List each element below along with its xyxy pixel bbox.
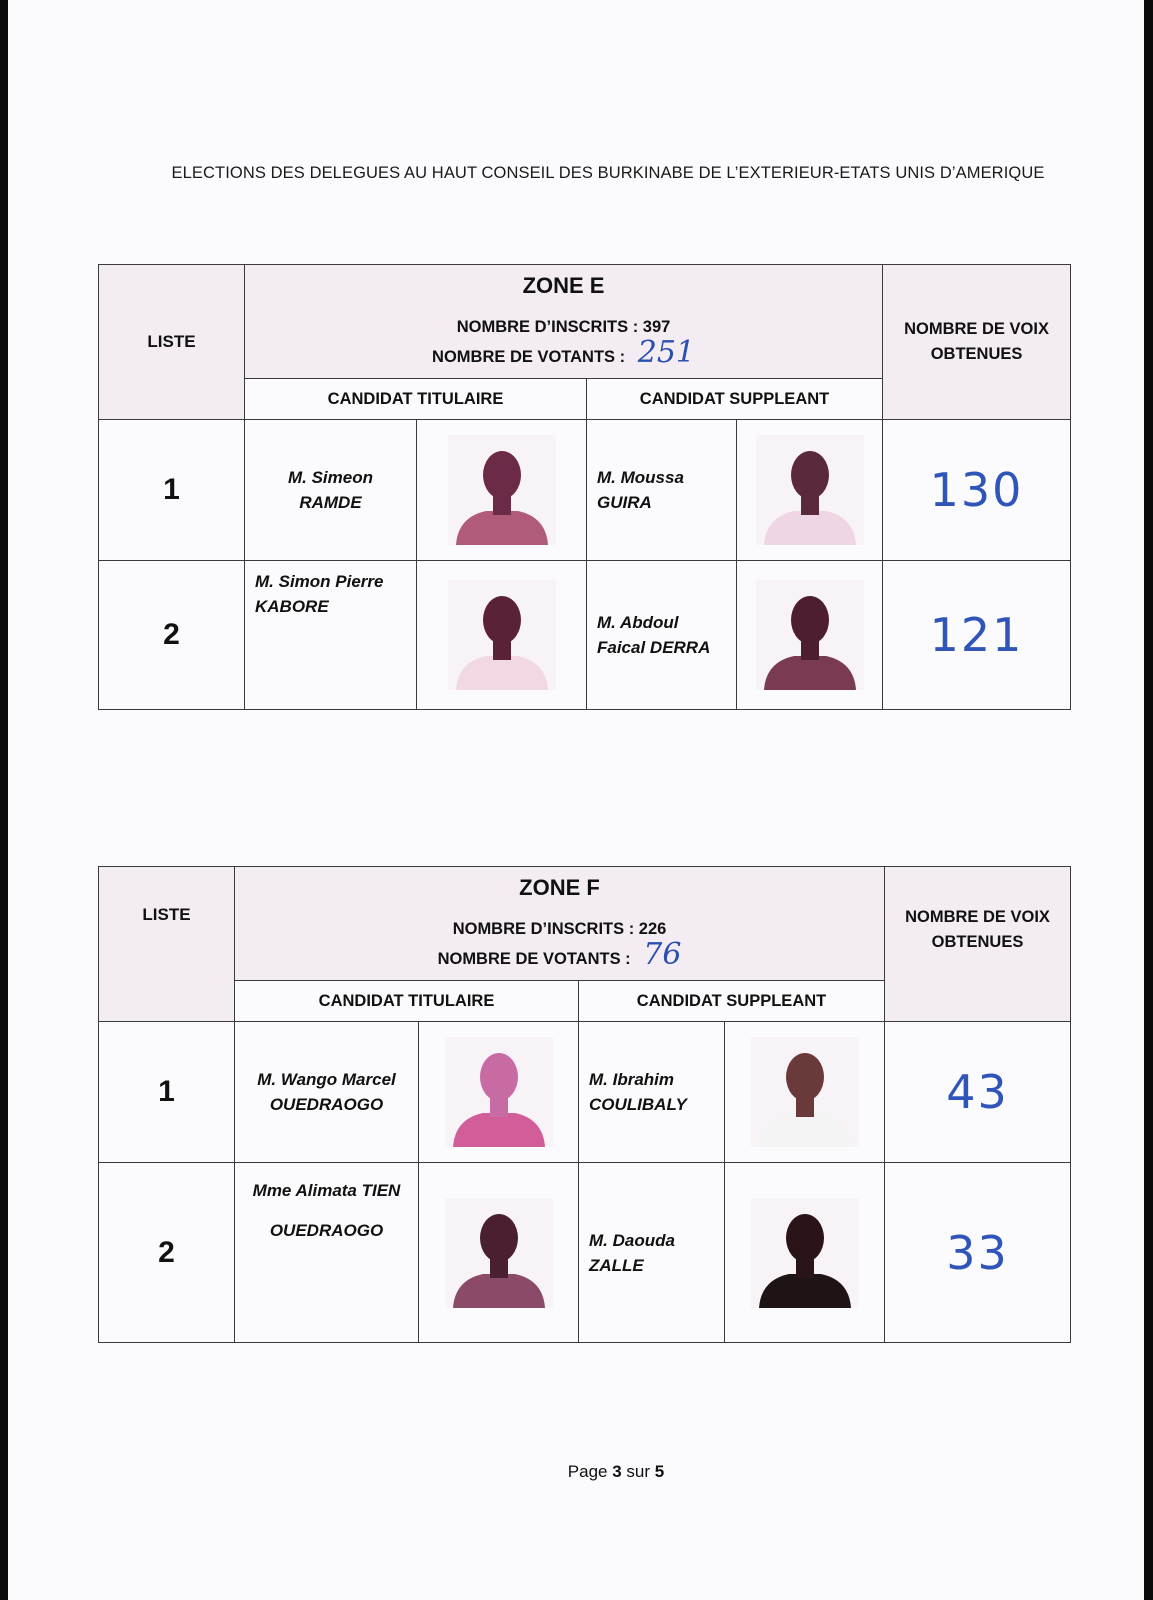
votes-count: 130 (883, 420, 1071, 561)
portrait-image (756, 580, 864, 690)
votants-count: 76 (643, 937, 682, 972)
inscrits-stat: NOMBRE D’INSCRITS : 226 (452, 920, 667, 938)
page-number: 3 (612, 1462, 622, 1481)
portrait-image (756, 435, 864, 545)
page-footer: Page 3 sur 5 (567, 1462, 665, 1481)
inscrits-count: 397 (642, 318, 671, 336)
portrait-image (448, 580, 556, 690)
suppleant-photo (725, 1163, 885, 1343)
liste-header: LISTE (99, 867, 235, 1022)
titulaire-name: Mme Alimata TIEN OUEDRAOGO (235, 1163, 419, 1343)
suppleant-name: M. Daouda ZALLE (579, 1163, 725, 1343)
inscrits-count: 226 (638, 920, 667, 938)
votes-count: 121 (883, 561, 1071, 710)
zone-f-table (98, 866, 1071, 1343)
titulaire-name: M. Simon Pierre KABORE (245, 561, 417, 710)
votants-stat: NOMBRE DE VOTANTS : 76 (437, 937, 682, 972)
voix-header: NOMBRE DE VOIX OBTENUES (885, 867, 1071, 1022)
photo-head (791, 451, 829, 499)
inscrits-stat: NOMBRE D’INSCRITS : 397 (456, 318, 671, 336)
titulaire-photo (419, 1022, 579, 1163)
table-row (99, 561, 1071, 710)
votes-count: 43 (885, 1022, 1071, 1163)
votants-stat: NOMBRE DE VOTANTS : 251 (432, 335, 695, 370)
zone-info (235, 867, 885, 981)
suppleant-photo (725, 1022, 885, 1163)
liste-number: 2 (99, 561, 245, 710)
photo-head (483, 596, 521, 644)
portrait-image (445, 1037, 553, 1147)
zone-name: ZONE F (519, 875, 600, 900)
liste-number: 1 (99, 1022, 235, 1163)
titulaire-photo (417, 561, 587, 710)
zone-e-table (98, 264, 1071, 710)
liste-header: LISTE (99, 265, 245, 420)
table-row (99, 1163, 1071, 1343)
suppleant-photo (737, 561, 883, 710)
photo-head (480, 1053, 518, 1101)
titulaire-photo (417, 420, 587, 561)
liste-number: 2 (99, 1163, 235, 1343)
photo-head (480, 1214, 518, 1262)
suppleant-name: M. Ibrahim COULIBALY (579, 1022, 725, 1163)
zone-info (245, 265, 883, 379)
liste-number: 1 (99, 420, 245, 561)
titulaire-header: CANDIDAT TITULAIRE (245, 379, 587, 420)
photo-head (786, 1053, 824, 1101)
table-row (99, 420, 1071, 561)
zone-name: ZONE E (522, 273, 605, 298)
suppleant-name: M. Moussa GUIRA (587, 420, 737, 561)
voix-header: NOMBRE DE VOIX OBTENUES (883, 265, 1071, 420)
photo-head (786, 1214, 824, 1262)
portrait-image (445, 1198, 553, 1308)
votants-count: 251 (637, 335, 695, 370)
photo-head (483, 451, 521, 499)
page-total: 5 (654, 1462, 665, 1481)
suppleant-photo (737, 420, 883, 561)
photo-head (791, 596, 829, 644)
portrait-image (751, 1037, 859, 1147)
table-row (99, 1022, 1071, 1163)
suppleant-name: M. Abdoul Faical DERRA (587, 561, 737, 710)
portrait-image (448, 435, 556, 545)
suppleant-header: CANDIDAT SUPPLEANT (587, 379, 883, 420)
titulaire-name: M. Wango Marcel OUEDRAOGO (235, 1022, 419, 1163)
portrait-image (751, 1198, 859, 1308)
votes-count: 33 (885, 1163, 1071, 1343)
suppleant-header: CANDIDAT SUPPLEANT (579, 981, 885, 1022)
titulaire-photo (419, 1163, 579, 1343)
document-page (8, 0, 1144, 1600)
titulaire-name: M. Simeon RAMDE (245, 420, 417, 561)
document-title: ELECTIONS DES DELEGUES AU HAUT CONSEIL DES BURKINABE DE L’EXTERIEUR-ETATS UNIS D’AMERIQUE (171, 164, 1045, 182)
titulaire-header: CANDIDAT TITULAIRE (235, 981, 579, 1022)
